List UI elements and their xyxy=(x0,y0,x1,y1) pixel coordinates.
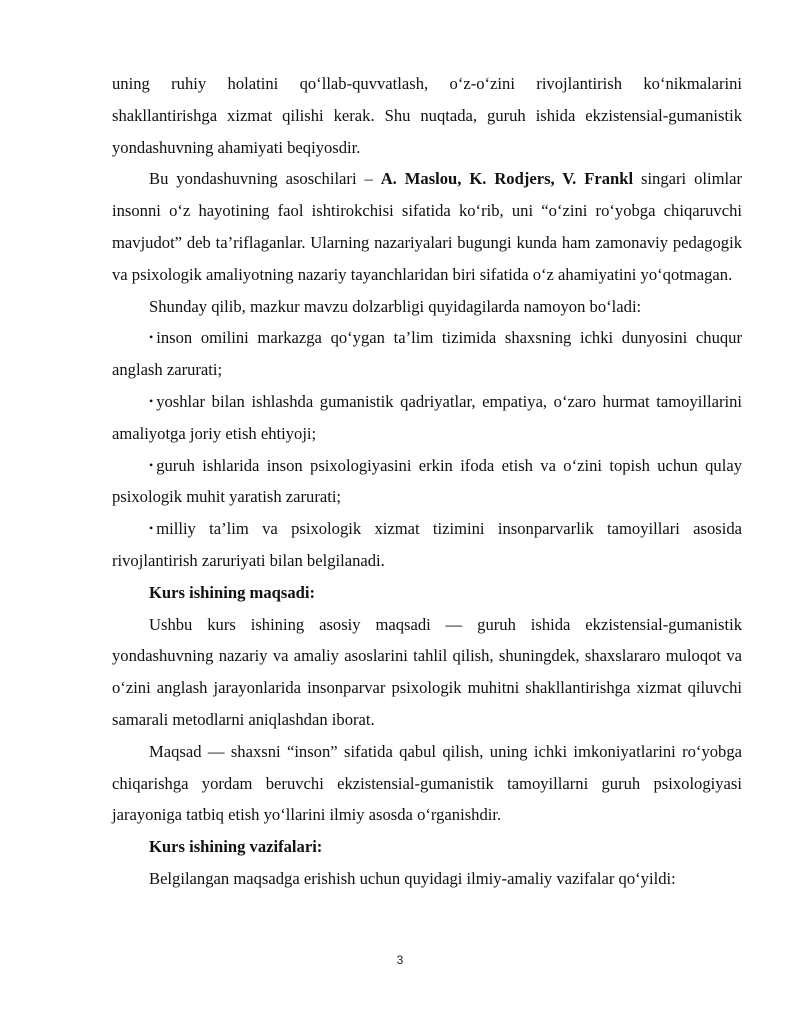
bullet-text-3: guruh ishlarida inson psixologiyasini erkin ifoda etish va o‘zini topish uchun qulay psixologik muhit yaratish zarurati; xyxy=(112,455,742,507)
bullet-item-2 xyxy=(112,386,742,450)
paragraph-3: Shunday qilib, mazkur mavzu dolzarbligi quyidagilarda namoyon bo‘ladi: xyxy=(149,296,642,316)
page-number: 3 xyxy=(396,953,404,967)
bullet-item-4 xyxy=(112,513,742,577)
bullet-item-1 xyxy=(112,322,742,386)
document-body xyxy=(112,68,742,895)
heading-course-goal: Kurs ishining maqsadi: xyxy=(149,582,315,602)
paragraph-1: uning ruhiy holatini qo‘llab-quvvatlash, o‘z-o‘zini rivojlantirish ko‘nikmalarini shakllantirishga xizmat qilishi kerak. Shu nuqtada, guruh ishida ekzistensial-gumanistik yondashuvning ahamiyati beqiyosdir. xyxy=(112,74,742,157)
bullet-item-3 xyxy=(112,450,742,514)
bullet-text-1: inson omilini markazga qo‘ygan ta’lim tizimida shaxsning ichki dunyosini chuqur anglash zarurati; xyxy=(112,328,742,380)
paragraph-5: Maqsad — shaxsni “inson” sifatida qabul qilish, uning ichki imkoniyatlarini ro‘yobga chiqarishga yordam beruvchi ekzistensial-gumanistik tamoyillarni guruh psixologiyasi jarayoniga tatbiq etish yo‘llarini ilmiy asosda o‘rganishdir. xyxy=(112,741,742,825)
founders-names: A. Maslou, K. Rodjers, V. Frankl xyxy=(380,169,634,189)
paragraph-2-end: singari olimlar insonni o‘z hayotining faol ishtirokchisi sifatida ko‘rib, uni “o‘zini ro‘yobga chiqaruvchi mavjudot” deb ta’riflaganlar. Ularning nazariyalari bugungi kunda ham zamonaviy pedagogik va psixologik amaliyotning nazariy tayanchlaridan biri sifatida o‘z ahamiyatini yo‘qotmagan. xyxy=(112,169,742,284)
paragraph-6: Belgilangan maqsadga erishish uchun quyidagi ilmiy-amaliy vazifalar qo‘yildi: xyxy=(149,868,676,888)
bullet-icon: • xyxy=(149,330,154,345)
paragraph-2-start: Bu yondashuvning asoschilari – xyxy=(149,169,381,189)
bullet-icon: • xyxy=(149,521,154,536)
bullet-text-4: milliy ta’lim va psixologik xizmat tizimini insonparvarlik tamoyillari asosida rivojlantirish zaruriyati bilan belgilanadi. xyxy=(112,519,742,570)
paragraph-4: Ushbu kurs ishining asosiy maqsadi — guruh ishida ekzistensial-gumanistik yondashuvning nazariy va amaliy asoslarini tahlil qilish, shuningdek, shaxslararo muloqot va o‘zini anglash jarayonlarida insonparvar psixologik muhitni shakllantirishga xizmat qiluvchi samarali metodlarni aniqlashdan iborat. xyxy=(112,614,742,729)
bullet-icon: • xyxy=(149,393,154,408)
heading-course-tasks: Kurs ishining vazifalari: xyxy=(149,837,323,857)
bullet-icon: • xyxy=(149,457,154,472)
bullet-text-2: yoshlar bilan ishlashda gumanistik qadriyatlar, empatiya, o‘zaro hurmat tamoyillarini amaliyotga joriy etish ehtiyoji; xyxy=(112,391,742,443)
paragraph-2 xyxy=(112,163,742,290)
